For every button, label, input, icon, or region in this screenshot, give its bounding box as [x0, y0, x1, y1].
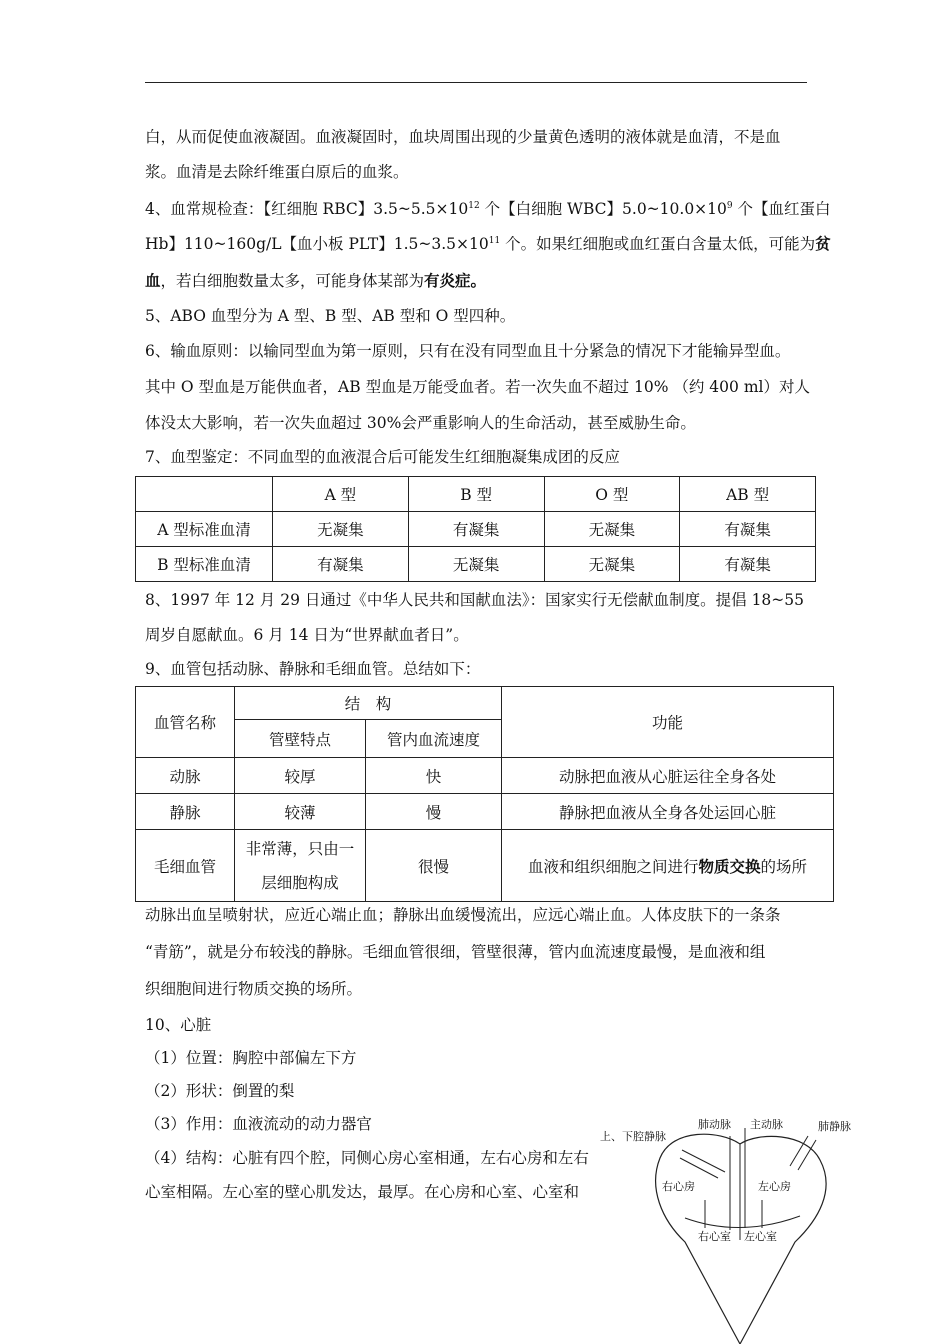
vena-cava-arrow — [680, 1158, 718, 1178]
label-left-atrium: 左心房 — [758, 1180, 791, 1193]
heart-structure-2: 心室相隔。左心室的壁心肌发达，最厚。在心房和心室、心室和 — [145, 1183, 580, 1201]
table-cell: 静脉把血液从全身各处运回心脏 — [502, 794, 834, 830]
table-cell: 血管名称 — [136, 687, 235, 758]
para-blood-test-1: 4、血常规检查：【红细胞 RBC】$3.5\sim 5.5\times 10^{12}$ 个【白细胞 WBC】$5.0\sim 10.0\times 10^9$ 个【血红蛋白 — [145, 200, 831, 218]
label-left-ventricle: 左心室 — [744, 1230, 777, 1243]
label-pulm-artery: 肺动脉 — [698, 1118, 731, 1131]
table-cell: 结 构 — [235, 687, 502, 720]
para-abo: 5、ABO 血型分为 A 型、B 型、AB 型和 O 型四种。 — [145, 307, 516, 325]
table-cell: 功能 — [502, 687, 834, 758]
para-donation-law-2: 周岁自愿献血。6 月 14 日为“世界献血者日”。 — [145, 626, 469, 644]
table-cell — [136, 477, 273, 512]
table-cell: 很慢 — [366, 830, 502, 902]
para-blood-test-3: 血，若白细胞数量太多，可能身体某部为有炎症。 — [145, 271, 487, 290]
pulm-vein-arrow — [798, 1140, 816, 1170]
label-aorta: 主动脉 — [750, 1118, 783, 1131]
table-cell: 有凝集 — [273, 547, 409, 582]
table-cell: 毛细血管 — [136, 830, 235, 902]
heart-diagram — [590, 1110, 870, 1344]
para-transfusion-3: 体没太大影响，若一次失血超过 30%会严重影响人的生命活动，甚至威胁生命。 — [145, 414, 696, 432]
table-cell: 无凝集 — [544, 512, 680, 547]
table-cell: O 型 — [544, 477, 680, 512]
table-cell: 有凝集 — [408, 512, 544, 547]
para-vessels: 9、血管包括动脉、静脉和毛细血管。总结如下： — [145, 660, 481, 678]
para-donation-law-1: 8、1997 年 12 月 29 日通过《中华人民共和国献血法》：国家实行无偿献血制度。提倡 18~55 — [145, 591, 805, 609]
table-cell: 无凝集 — [273, 512, 409, 547]
table-row — [136, 512, 816, 547]
pulm-vein-arrow — [790, 1136, 808, 1166]
para-serum-1: 白，从而促使血液凝固。血液凝固时，血块周围出现的少量黄色透明的液体就是血清，不是血 — [145, 128, 781, 146]
header-rule — [145, 82, 807, 83]
table-cell: 快 — [366, 758, 502, 794]
table-cell: 非常薄，只由一 层细胞构成 — [235, 830, 366, 902]
table-cell: A 型标准血清 — [136, 512, 273, 547]
table-header-row — [136, 687, 834, 720]
para-transfusion-1: 6、输血原则：以输同型血为第一原则，只有在没有同型血且十分紧急的情况下才能输异型血。 — [145, 342, 791, 360]
heart-shape: （2）形状：倒置的梨 — [145, 1082, 295, 1100]
heart-function: （3）作用：血液流动的动力器官 — [145, 1115, 372, 1133]
valve-line — [685, 1216, 800, 1228]
label-pulm-vein: 肺静脉 — [818, 1120, 851, 1133]
table-cell: 管壁特点 — [235, 720, 366, 758]
table-cell: 无凝集 — [544, 547, 680, 582]
table-cell: 慢 — [366, 794, 502, 830]
table-cell: B 型标准血清 — [136, 547, 273, 582]
para-serum-2: 浆。血清是去除纤维蛋白原后的血浆。 — [145, 163, 409, 181]
table-header-row — [136, 477, 816, 512]
para-bleeding-3: 织细胞间进行物质交换的场所。 — [145, 980, 363, 998]
table-cell: 动脉把血液从心脏运往全身各处 — [502, 758, 834, 794]
table-cell: 静脉 — [136, 794, 235, 830]
table-cell: 动脉 — [136, 758, 235, 794]
table-cell: 血液和组织细胞之间进行物质交换的场所 — [502, 830, 834, 902]
heart-structure-1: （4）结构：心脏有四个腔，同侧心房心室相通，左右心房和左右 — [145, 1149, 589, 1167]
table-cell: 管内血流速度 — [366, 720, 502, 758]
table-cell: 无凝集 — [408, 547, 544, 582]
table-cell: 有凝集 — [680, 547, 816, 582]
table-cell: 有凝集 — [680, 512, 816, 547]
vena-cava-arrow — [682, 1150, 725, 1172]
table-cell: 较薄 — [235, 794, 366, 830]
heart-position: （1）位置：胸腔中部偏左下方 — [145, 1049, 357, 1067]
table-cell: B 型 — [408, 477, 544, 512]
para-bleeding-2: “青筋”，就是分布较浅的静脉。毛细血管很细，管壁很薄，管内血流速度最慢，是血液和组 — [145, 943, 766, 961]
vessel-table — [135, 686, 834, 902]
table-cell: AB 型 — [680, 477, 816, 512]
table-cell: 较厚 — [235, 758, 366, 794]
heading-heart: 10、心脏 — [145, 1016, 212, 1034]
blood-type-table — [135, 476, 816, 582]
table-row — [136, 830, 834, 902]
label-vena-cava: 上、下腔静脉 — [600, 1130, 666, 1143]
table-row — [136, 547, 816, 582]
table-row — [136, 794, 834, 830]
table-row — [136, 758, 834, 794]
para-blood-test-2: Hb】110~160g/L【血小板 PLT】$1.5\sim 3.5\times 10^{11}$ 个。如果红细胞或血红蛋白含量太低，可能为贫 — [145, 234, 831, 253]
label-right-ventricle: 右心室 — [698, 1230, 731, 1243]
para-blood-typing: 7、血型鉴定：不同血型的血液混合后可能发生红细胞凝集成团的反应 — [145, 448, 620, 466]
para-transfusion-2: 其中 O 型血是万能供血者，AB 型血是万能受血者。若一次失血不超过 10% （约 400 ml）对人 — [145, 378, 810, 396]
label-right-atrium: 右心房 — [662, 1180, 695, 1193]
table-cell: A 型 — [273, 477, 409, 512]
para-bleeding-1: 动脉出血呈喷射状，应近心端止血；静脉出血缓慢流出，应远心端止血。人体皮肤下的一条条 — [145, 906, 781, 924]
